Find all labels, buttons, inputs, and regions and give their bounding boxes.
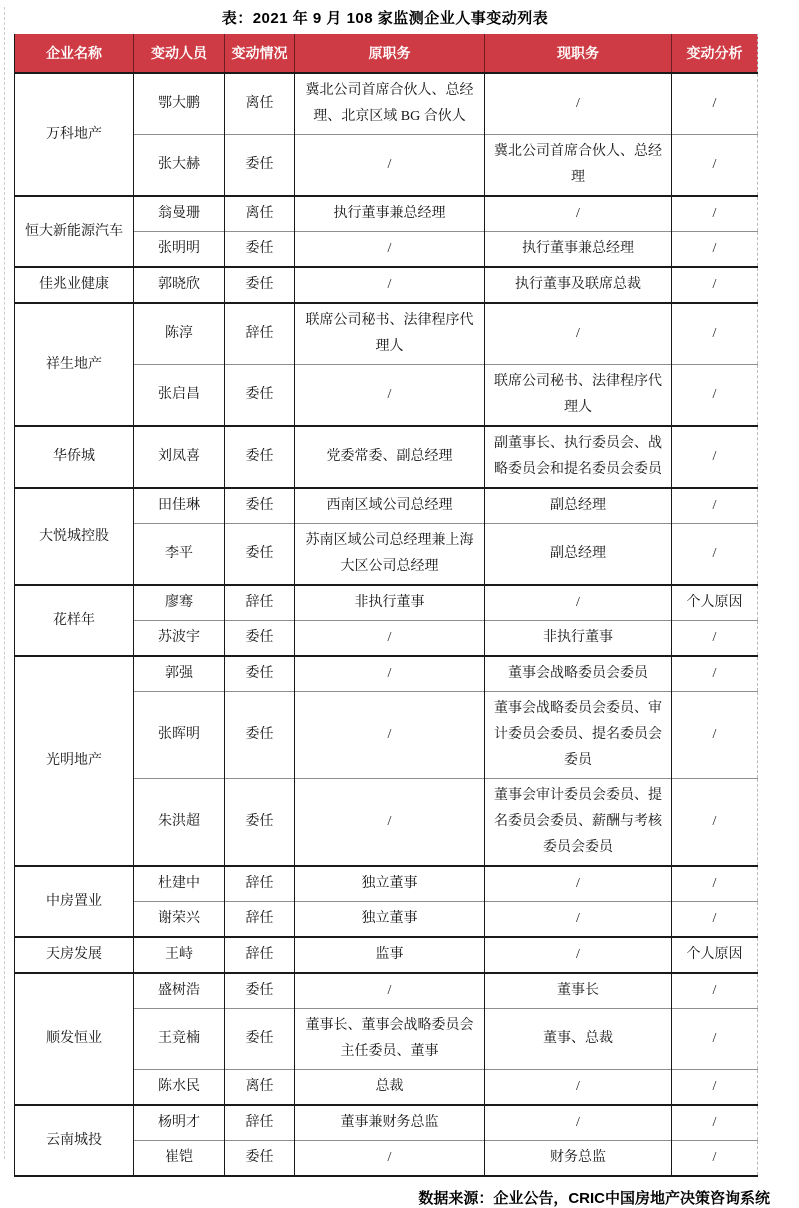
new-position-cell: 联席公司秘书、法律程序代理人	[485, 365, 672, 427]
status-cell: 辞任	[225, 937, 295, 973]
new-position-cell: 董事会战略委员会委员、审计委员会委员、提名委员会委员	[485, 692, 672, 779]
old-position-cell: /	[295, 973, 485, 1009]
new-position-cell: 冀北公司首席合伙人、总经理	[485, 135, 672, 197]
person-cell: 张大赫	[134, 135, 225, 197]
old-position-cell: 苏南区域公司总经理兼上海大区公司总经理	[295, 524, 485, 586]
table-header	[15, 34, 758, 73]
table-row	[15, 585, 758, 621]
old-position-cell: 独立董事	[295, 866, 485, 902]
table-row	[15, 937, 758, 973]
status-cell: 委任	[225, 692, 295, 779]
old-position-cell: 党委常委、副总经理	[295, 426, 485, 488]
table-row	[15, 488, 758, 524]
personnel-change-table	[14, 34, 758, 1177]
old-position-cell: 董事兼财务总监	[295, 1105, 485, 1141]
new-position-cell: 副总经理	[485, 488, 672, 524]
analysis-cell: /	[672, 267, 758, 303]
analysis-cell: /	[672, 779, 758, 867]
person-cell: 鄂大鹏	[134, 73, 225, 135]
old-position-cell: /	[295, 621, 485, 657]
status-cell: 委任	[225, 524, 295, 586]
company-cell: 万科地产	[15, 73, 134, 196]
old-position-cell: /	[295, 656, 485, 692]
status-cell: 辞任	[225, 866, 295, 902]
status-cell: 委任	[225, 1009, 295, 1070]
old-position-cell: 董事长、董事会战略委员会主任委员、董事	[295, 1009, 485, 1070]
person-cell: 苏波宇	[134, 621, 225, 657]
status-cell: 委任	[225, 973, 295, 1009]
old-position-cell: /	[295, 1141, 485, 1177]
status-cell: 离任	[225, 1070, 295, 1106]
old-position-cell: /	[295, 692, 485, 779]
person-cell: 杨明才	[134, 1105, 225, 1141]
status-cell: 委任	[225, 426, 295, 488]
analysis-cell: /	[672, 73, 758, 135]
status-cell: 委任	[225, 1141, 295, 1177]
person-cell: 张晖明	[134, 692, 225, 779]
analysis-cell: /	[672, 488, 758, 524]
analysis-cell: /	[672, 621, 758, 657]
data-source-note: 数据来源：企业公告，CRIC中国房地产决策咨询系统	[418, 1190, 770, 1207]
status-cell: 委任	[225, 488, 295, 524]
old-position-cell: 冀北公司首席合伙人、总经理、北京区域 BG 合伙人	[295, 73, 485, 135]
new-position-cell: 董事会审计委员会委员、提名委员会委员、薪酬与考核委员会委员	[485, 779, 672, 867]
new-position-cell: 副董事长、执行委员会、战略委员会和提名委员会委员	[485, 426, 672, 488]
person-cell: 郭晓欣	[134, 267, 225, 303]
person-cell: 李平	[134, 524, 225, 586]
person-cell: 翁曼珊	[134, 196, 225, 232]
new-position-cell: 非执行董事	[485, 621, 672, 657]
table-row	[15, 73, 758, 135]
new-position-cell: /	[485, 1070, 672, 1106]
analysis-cell: /	[672, 303, 758, 365]
new-position-cell: /	[485, 866, 672, 902]
old-position-cell: /	[295, 135, 485, 197]
person-cell: 王竞楠	[134, 1009, 225, 1070]
analysis-cell: /	[672, 1105, 758, 1141]
person-cell: 刘凤喜	[134, 426, 225, 488]
company-cell: 祥生地产	[15, 303, 134, 426]
person-cell: 杜建中	[134, 866, 225, 902]
analysis-cell: /	[672, 973, 758, 1009]
company-cell: 中房置业	[15, 866, 134, 937]
table-row	[15, 656, 758, 692]
analysis-cell: /	[672, 656, 758, 692]
page-boundary-line	[4, 7, 5, 1159]
header-status: 变动情况	[225, 34, 295, 73]
analysis-cell: /	[672, 866, 758, 902]
person-cell: 廖骞	[134, 585, 225, 621]
status-cell: 委任	[225, 135, 295, 197]
new-position-cell: /	[485, 902, 672, 938]
company-cell: 花样年	[15, 585, 134, 656]
table-row	[15, 426, 758, 488]
header-old-position: 原职务	[295, 34, 485, 73]
analysis-cell: /	[672, 135, 758, 197]
analysis-cell: 个人原因	[672, 937, 758, 973]
old-position-cell: /	[295, 779, 485, 867]
new-position-cell: /	[485, 196, 672, 232]
analysis-cell: /	[672, 232, 758, 268]
status-cell: 委任	[225, 365, 295, 427]
company-cell: 云南城投	[15, 1105, 134, 1176]
status-cell: 委任	[225, 779, 295, 867]
company-cell: 恒大新能源汽车	[15, 196, 134, 267]
new-position-cell: /	[485, 73, 672, 135]
header-new-position: 现职务	[485, 34, 672, 73]
analysis-cell: /	[672, 1141, 758, 1177]
new-position-cell: /	[485, 303, 672, 365]
header-person: 变动人员	[134, 34, 225, 73]
analysis-cell: /	[672, 524, 758, 586]
status-cell: 离任	[225, 73, 295, 135]
table-row	[15, 267, 758, 303]
new-position-cell: 董事长	[485, 973, 672, 1009]
table-row	[15, 303, 758, 365]
person-cell: 张明明	[134, 232, 225, 268]
status-cell: 辞任	[225, 303, 295, 365]
new-position-cell: /	[485, 937, 672, 973]
person-cell: 朱洪超	[134, 779, 225, 867]
page-title: 表：2021 年 9 月 108 家监测企业人事变动列表	[221, 10, 549, 27]
table-row	[15, 1105, 758, 1141]
person-cell: 张启昌	[134, 365, 225, 427]
analysis-cell: /	[672, 692, 758, 779]
person-cell: 王峙	[134, 937, 225, 973]
new-position-cell: 执行董事及联席总裁	[485, 267, 672, 303]
status-cell: 委任	[225, 621, 295, 657]
table-row	[15, 866, 758, 902]
new-position-cell: /	[485, 1105, 672, 1141]
old-position-cell: 独立董事	[295, 902, 485, 938]
old-position-cell: 非执行董事	[295, 585, 485, 621]
company-cell: 光明地产	[15, 656, 134, 866]
table-row	[15, 196, 758, 232]
person-cell: 郭强	[134, 656, 225, 692]
analysis-cell: /	[672, 365, 758, 427]
old-position-cell: 西南区域公司总经理	[295, 488, 485, 524]
new-position-cell: 董事会战略委员会委员	[485, 656, 672, 692]
status-cell: 委任	[225, 656, 295, 692]
company-cell: 大悦城控股	[15, 488, 134, 585]
status-cell: 辞任	[225, 1105, 295, 1141]
analysis-cell: /	[672, 426, 758, 488]
old-position-cell: 联席公司秘书、法律程序代理人	[295, 303, 485, 365]
old-position-cell: 监事	[295, 937, 485, 973]
table-row	[15, 973, 758, 1009]
new-position-cell: 财务总监	[485, 1141, 672, 1177]
new-position-cell: 董事、总裁	[485, 1009, 672, 1070]
person-cell: 田佳琳	[134, 488, 225, 524]
status-cell: 委任	[225, 232, 295, 268]
new-position-cell: 副总经理	[485, 524, 672, 586]
person-cell: 谢荣兴	[134, 902, 225, 938]
person-cell: 崔铠	[134, 1141, 225, 1177]
status-cell: 委任	[225, 267, 295, 303]
analysis-cell: /	[672, 1009, 758, 1070]
company-cell: 天房发展	[15, 937, 134, 973]
new-position-cell: 执行董事兼总经理	[485, 232, 672, 268]
analysis-cell: /	[672, 196, 758, 232]
table-body	[15, 73, 758, 1176]
status-cell: 辞任	[225, 585, 295, 621]
old-position-cell: 总裁	[295, 1070, 485, 1106]
company-cell: 顺发恒业	[15, 973, 134, 1105]
status-cell: 离任	[225, 196, 295, 232]
analysis-cell: /	[672, 1070, 758, 1106]
status-cell: 辞任	[225, 902, 295, 938]
old-position-cell: 执行董事兼总经理	[295, 196, 485, 232]
analysis-cell: /	[672, 902, 758, 938]
new-position-cell: /	[485, 585, 672, 621]
old-position-cell: /	[295, 267, 485, 303]
company-cell: 佳兆业健康	[15, 267, 134, 303]
person-cell: 陈淳	[134, 303, 225, 365]
old-position-cell: /	[295, 232, 485, 268]
header-company: 企业名称	[15, 34, 134, 73]
person-cell: 盛树浩	[134, 973, 225, 1009]
old-position-cell: /	[295, 365, 485, 427]
company-cell: 华侨城	[15, 426, 134, 488]
analysis-cell: 个人原因	[672, 585, 758, 621]
person-cell: 陈水民	[134, 1070, 225, 1106]
header-analysis: 变动分析	[672, 34, 758, 73]
header-row	[15, 34, 758, 73]
